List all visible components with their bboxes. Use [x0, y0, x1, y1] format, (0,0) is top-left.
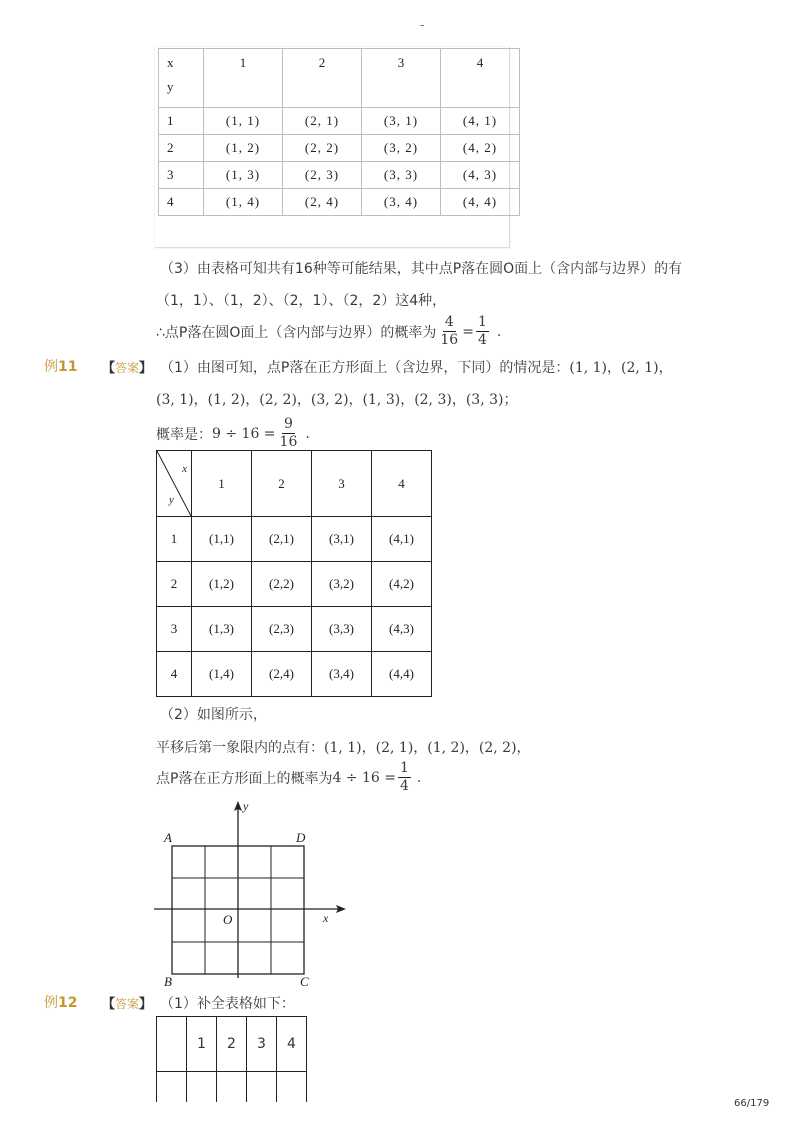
- bracket-open: 【: [102, 361, 116, 376]
- prob-prefix: 概率是：: [156, 426, 212, 443]
- coordinate-grid-figure: [150, 798, 360, 990]
- period: .: [416, 769, 422, 786]
- table1-corner-x: x: [167, 55, 174, 70]
- bracket-close: 】: [139, 997, 153, 1012]
- part3-line2: （1，1）、（1，2）、（2，1）、（2，2）这4种，: [156, 293, 447, 309]
- ex11-probability: [156, 416, 310, 451]
- example-prefix: 例: [44, 359, 58, 375]
- table-cell: (3,1): [312, 517, 372, 562]
- table-cell: (4,1): [372, 517, 432, 562]
- table-row: [159, 108, 520, 135]
- table1-col-header: 2: [283, 49, 362, 108]
- x-axis-label: x: [323, 911, 329, 925]
- table-cell: (4, 4): [441, 189, 520, 216]
- ex11-line2: (3, 1)，(1, 2)，(2, 2)，(3, 2)，(1, 3)，(2, 3)，(3, 3)；: [156, 392, 518, 408]
- table3-col-header: 3: [247, 1017, 277, 1072]
- equals-sign: =: [462, 323, 474, 340]
- part3-line3: [156, 314, 501, 349]
- table-cell: (1, 3): [204, 162, 283, 189]
- table3-col-header: 1: [187, 1017, 217, 1072]
- table2-corner-x: x: [182, 463, 187, 475]
- table-cell: (2, 1): [283, 108, 362, 135]
- diagonal-line: [157, 451, 191, 516]
- table-cell: (2,2): [252, 562, 312, 607]
- example-11-label: [44, 356, 77, 376]
- table-cell: [217, 1072, 247, 1103]
- table-cell: (2,1): [252, 517, 312, 562]
- part2-line2-math: (1, 1)，(2, 1)，(1, 2)，(2, 2)，: [324, 740, 531, 756]
- table-cell: (4,2): [372, 562, 432, 607]
- part3-line1: （3）由表格可知共有16种等可能结果，其中点P落在圆O面上（含内部与边界）的有: [160, 261, 683, 277]
- table-cell: (3,3): [312, 607, 372, 652]
- table-cell: (1, 1): [204, 108, 283, 135]
- table2-corner-y: y: [169, 494, 174, 506]
- ex11-line1-math: (1, 1)，(2, 1)，: [569, 360, 673, 376]
- prob-expression: 9 ÷ 16 =: [212, 425, 276, 442]
- table-cell: (2,4): [252, 652, 312, 697]
- vertex-c-label: C: [300, 974, 309, 989]
- table-cell: (1,3): [192, 607, 252, 652]
- table-cell: (1,4): [192, 652, 252, 697]
- table-cell: (1, 4): [204, 189, 283, 216]
- table1-row-header: 3: [159, 162, 204, 189]
- table1-col-header: 4: [441, 49, 520, 108]
- table-row: [159, 135, 520, 162]
- table-cell: (2,3): [252, 607, 312, 652]
- ex11-part2-line3: [156, 760, 421, 795]
- vertex-a-label: A: [164, 830, 172, 845]
- ex11-line1-text: （1）由图可知，点P落在正方形面上（含边界，下同）的情况是：: [160, 360, 570, 376]
- fraction-numerator: 4: [444, 314, 454, 330]
- part2-line3-text: 点P落在正方形面上的概率为: [156, 770, 333, 787]
- table1-corner-y: y: [167, 79, 174, 94]
- table-cell: (2, 3): [283, 162, 362, 189]
- outcome-table-3: [156, 1016, 307, 1102]
- table-row: [159, 189, 520, 216]
- example-prefix: 例: [44, 995, 58, 1011]
- bracket-open: 【: [102, 997, 116, 1012]
- table-cell: (2, 4): [283, 189, 362, 216]
- example-number: 11: [58, 359, 78, 375]
- outcome-table-2: [156, 450, 432, 697]
- table-row: [157, 652, 432, 697]
- origin-label: O: [223, 912, 233, 927]
- fraction-1-4: [476, 314, 489, 349]
- table-cell: (3, 3): [362, 162, 441, 189]
- table2-row-header: 4: [157, 652, 192, 697]
- table-cell: [187, 1072, 217, 1103]
- answer-tag-11: [102, 357, 152, 376]
- fraction-numerator: 9: [284, 416, 293, 432]
- table-cell: [247, 1072, 277, 1103]
- table2-row-header: 1: [157, 517, 192, 562]
- table-cell: (1,1): [192, 517, 252, 562]
- table2-col-header: 3: [312, 451, 372, 517]
- page-number: 66/179: [734, 1098, 770, 1109]
- page-header-dash: -: [420, 18, 425, 32]
- bracket-close: 】: [139, 361, 153, 376]
- table-cell: (3,2): [312, 562, 372, 607]
- fraction-denominator: 4: [400, 778, 409, 794]
- fraction-4-16: [438, 314, 460, 349]
- table1-col-header: 3: [362, 49, 441, 108]
- table2-col-header: 2: [252, 451, 312, 517]
- fraction-denominator: 16: [279, 434, 298, 450]
- table-row: [157, 562, 432, 607]
- fraction-9-16: [278, 416, 300, 451]
- table2-row-header: 2: [157, 562, 192, 607]
- fraction-denominator: 4: [477, 332, 487, 348]
- table2-row-header: 3: [157, 607, 192, 652]
- table-row: [157, 1072, 307, 1103]
- table2-col-header: 4: [372, 451, 432, 517]
- table3-col-header: 2: [217, 1017, 247, 1072]
- vertex-b-label: B: [164, 974, 172, 989]
- table-cell: (2, 2): [283, 135, 362, 162]
- ex11-part2-line1: （2）如图所示，: [160, 707, 267, 723]
- fraction-numerator: 1: [400, 760, 409, 776]
- table1-row-header: 2: [159, 135, 204, 162]
- ex11-part2-line2: [156, 737, 531, 757]
- table-cell: [277, 1072, 307, 1103]
- table-cell: (1, 2): [204, 135, 283, 162]
- table-cell: (3,4): [312, 652, 372, 697]
- table2-corner: [157, 451, 192, 517]
- table-cell: (4, 2): [441, 135, 520, 162]
- y-axis-label: y: [243, 799, 249, 813]
- table1-corner: [159, 49, 204, 108]
- fraction-denominator: 16: [440, 332, 459, 348]
- table2-col-header: 1: [192, 451, 252, 517]
- outcome-table-1: [158, 48, 520, 216]
- ex11-line1: [160, 357, 673, 377]
- period: .: [305, 425, 310, 442]
- table-cell: [157, 1072, 187, 1103]
- answer-word: 答案: [115, 997, 140, 1011]
- table3-corner: [157, 1017, 187, 1072]
- table-row: [159, 162, 520, 189]
- part3-line3-prefix: ∴点P落在圆O面上（含内部与边界）的概率为: [156, 324, 437, 341]
- table1-row-header: 1: [159, 108, 204, 135]
- ex12-line1: （1）补全表格如下：: [160, 996, 295, 1012]
- answer-tag-12: [102, 993, 152, 1012]
- fraction-numerator: 1: [477, 314, 487, 330]
- table-cell: (3, 1): [362, 108, 441, 135]
- table1-row-header: 4: [159, 189, 204, 216]
- example-12-label: [44, 992, 77, 1012]
- table3-col-header: 4: [277, 1017, 307, 1072]
- example-number: 12: [58, 995, 78, 1011]
- table-row: [157, 607, 432, 652]
- table-cell: (4, 3): [441, 162, 520, 189]
- table-cell: (4, 1): [441, 108, 520, 135]
- table-cell: (3, 2): [362, 135, 441, 162]
- period: .: [496, 323, 502, 340]
- fraction-1-4: [398, 760, 411, 795]
- vertex-d-label: D: [296, 830, 306, 845]
- part2-line3-expr: 4 ÷ 16 =: [332, 769, 396, 786]
- table-cell: (1,2): [192, 562, 252, 607]
- part2-line2-text: 平移后第一象限内的点有：: [156, 740, 324, 756]
- table-cell: (3, 4): [362, 189, 441, 216]
- answer-word: 答案: [115, 361, 140, 375]
- table-cell: (4,4): [372, 652, 432, 697]
- table1-col-header: 1: [204, 49, 283, 108]
- table-cell: (4,3): [372, 607, 432, 652]
- table-row: [157, 517, 432, 562]
